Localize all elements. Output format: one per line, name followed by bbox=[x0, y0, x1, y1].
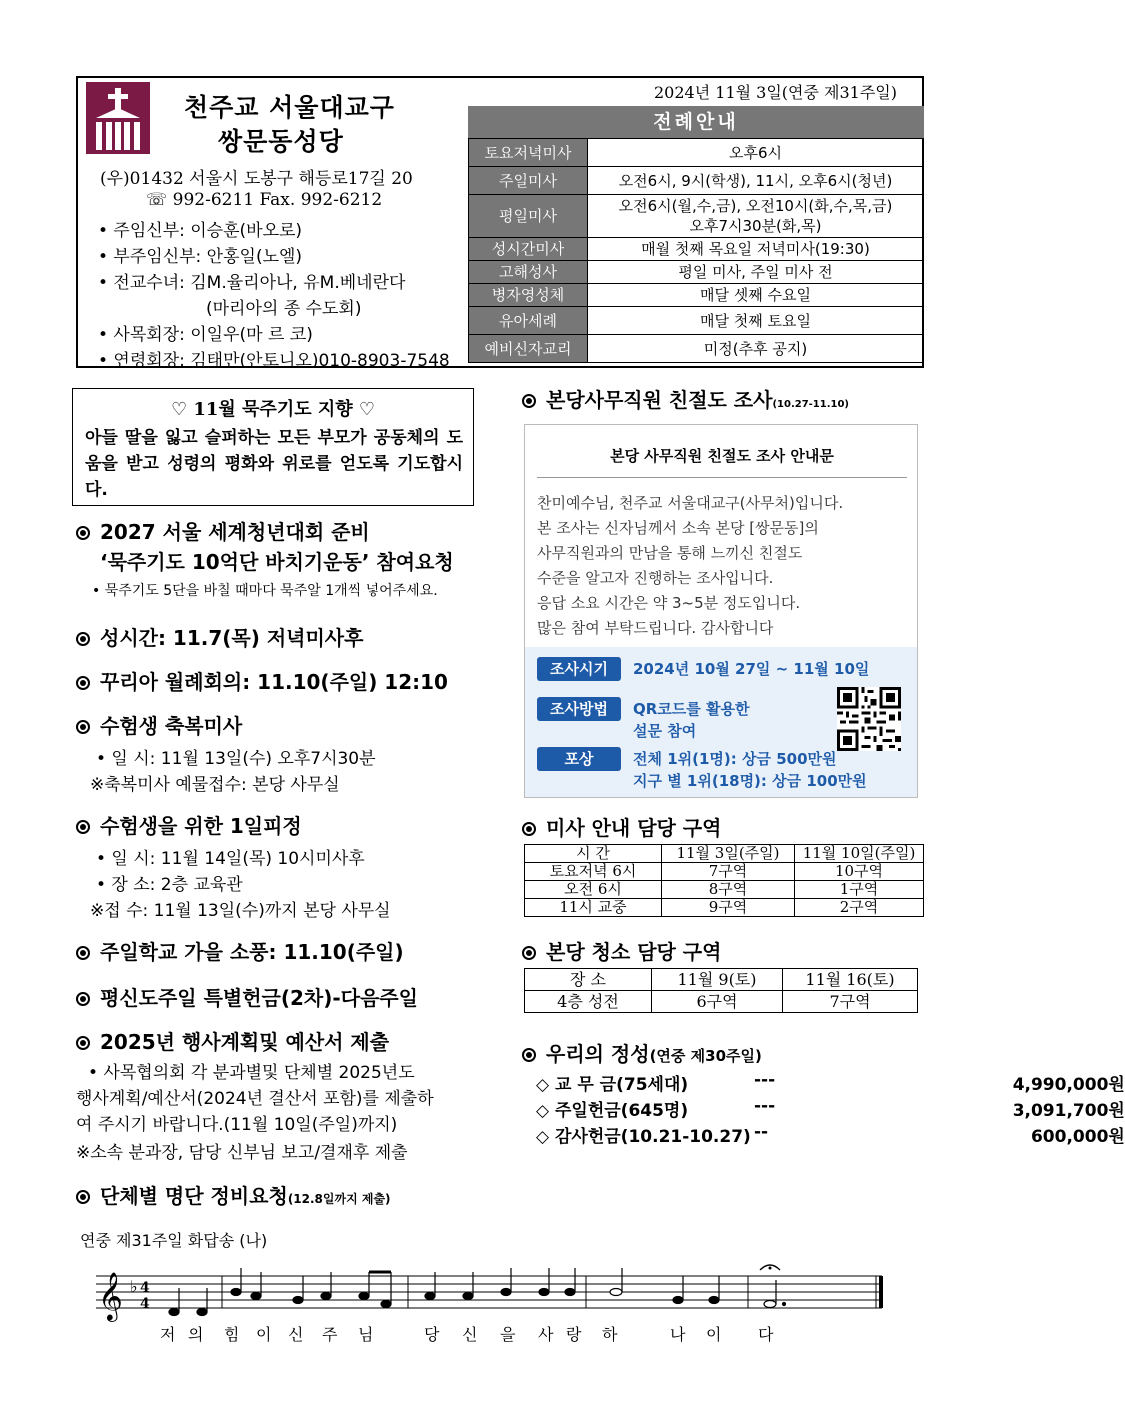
bullet-icon bbox=[76, 676, 90, 690]
list-item: ◇ 주일헌금(645명) --- 3,091,700원 bbox=[536, 1096, 1125, 1121]
staff-sisters: • 전교수녀: 김M.율리아나, 유M.베네란다 bbox=[98, 273, 406, 293]
prayer-intention-text: 아들 딸을 잃고 슬퍼하는 모든 부모가 공동체의 도움을 받고 성령의 평화와 위로를 얻도록 기도합시다. bbox=[85, 428, 463, 500]
table-row: 평일미사 오전6시(월,수,금), 오전10시(화,수,목,금) 오후7시30분(화,목) bbox=[469, 195, 924, 238]
section-offering: 우리의 정성(연중 제30주일) bbox=[522, 1038, 762, 1067]
section-cleaning: 본당 청소 담당 구역 bbox=[522, 936, 721, 965]
bullet-icon bbox=[76, 820, 90, 834]
bullet-icon bbox=[76, 526, 90, 540]
lyric-syllable: 사 bbox=[538, 1325, 554, 1344]
plan-budget-line2: 행사계획/예산서(2024년 결산서 포함)를 제출하 bbox=[76, 1089, 434, 1109]
prayer-intention-box bbox=[72, 388, 474, 506]
survey-card-body: 찬미예수님, 천주교 서울대교구(사무처)입니다. 본 조사는 신자님께서 소속 본당 [쌍문동]의 사무직원과의 만남을 통해 느끼신 친절도 수준을 알고자 진행하는 조사입니다. 응답 소요 시간은 약 3~5분 정도입니다. 많은 참여 부탁드립니다. 감사합니다 bbox=[537, 494, 844, 637]
section-holy-hour: 성시간: 11.7(목) 저녁미사후 bbox=[76, 622, 363, 651]
table-row: 예비신자교리 미정(추후 공지) bbox=[469, 335, 924, 363]
lyric-syllable: 의 bbox=[188, 1325, 204, 1344]
svg-text:4: 4 bbox=[140, 1280, 150, 1296]
table-row: 11시 교중 9구역 2구역 bbox=[525, 899, 924, 917]
section-plan-budget: 2025년 행사계획및 예산서 제출 bbox=[76, 1026, 389, 1055]
table-row: 토요저녁 6시 7구역 10구역 bbox=[525, 863, 924, 881]
staff-council-president: • 사목회장: 이일우(마 르 코) bbox=[98, 325, 313, 345]
bullet-icon bbox=[522, 822, 536, 836]
table-row: 장 소 11월 9(토) 11월 16(토) bbox=[525, 969, 918, 991]
survey-method-text2: 설문 참여 bbox=[633, 722, 697, 740]
section-roster: 단체별 명단 정비요청(12.8일까지 제출) bbox=[76, 1180, 391, 1209]
table-row: 4층 성전 6구역 7구역 bbox=[525, 991, 918, 1013]
table-row: 고해성사 평일 미사, 주일 미사 전 bbox=[469, 261, 924, 284]
bullet-icon bbox=[522, 1048, 536, 1062]
survey-reward-text1: 전체 1위(1명): 상금 500만원 bbox=[633, 750, 837, 768]
lyric-syllable: 하 bbox=[602, 1325, 618, 1344]
bullet-icon bbox=[76, 1036, 90, 1050]
address: (우)01432 서울시 도봉구 해등로17길 20 bbox=[100, 169, 413, 189]
liturgy-title: 전례안내 bbox=[468, 106, 924, 138]
church-name-line1: 천주교 서울대교구 bbox=[184, 93, 395, 122]
svg-text:4: 4 bbox=[140, 1296, 150, 1312]
bullet-icon bbox=[76, 992, 90, 1006]
section-retreat: 수험생을 위한 1일피정 bbox=[76, 810, 302, 839]
bullet-icon bbox=[76, 1190, 90, 1204]
offering-list bbox=[536, 1070, 1125, 1148]
qr-code-icon[interactable] bbox=[837, 687, 901, 751]
lyric-syllable: 이 bbox=[256, 1325, 272, 1344]
survey-period-text: 2024년 10월 27일 ~ 11월 10일 bbox=[633, 660, 870, 678]
lyric-syllable: 랑 bbox=[566, 1325, 582, 1344]
lyric-syllable: 저 bbox=[160, 1325, 176, 1344]
table-row: 성시간미사 매월 첫째 목요일 저녁미사(19:30) bbox=[469, 238, 924, 261]
prayer-intention-title: ♡ 11월 묵주기도 지향 ♡ bbox=[170, 399, 376, 420]
list-item: ◇ 교 무 금(75세대) --- 4,990,000원 bbox=[536, 1070, 1125, 1095]
section-wyd-note: • 묵주기도 5단을 바칠 때마다 묵주알 1개씩 넣어주세요. bbox=[92, 583, 438, 599]
section-wyd-subtitle: ‘묵주기도 10억단 바치기운동’ 참여요청 bbox=[100, 550, 454, 574]
lyric-syllable: 나 bbox=[670, 1325, 686, 1344]
section-picnic: 주일학교 가을 소풍: 11.10(주일) bbox=[76, 936, 404, 965]
survey-method-text1: QR코드를 활용한 bbox=[633, 700, 750, 718]
church-logo-icon bbox=[86, 82, 150, 154]
mass-guide-table bbox=[524, 844, 924, 917]
psalm-lyrics bbox=[160, 1322, 860, 1344]
staff-pastor: • 주임신부: 이승훈(바오로) bbox=[98, 221, 303, 241]
table-row: 병자영성체 매달 셋째 수요일 bbox=[469, 284, 924, 307]
bullet-icon bbox=[522, 394, 536, 408]
header-box bbox=[76, 76, 924, 371]
section-curia: 꾸리아 월례회의: 11.10(주일) 12:10 bbox=[76, 666, 448, 695]
retreat-registration: ※접 수: 11월 13일(수)까지 본당 사무실 bbox=[90, 901, 391, 921]
bullet-icon bbox=[76, 632, 90, 646]
cleaning-table bbox=[524, 968, 918, 1013]
lyric-syllable: 이 bbox=[706, 1325, 722, 1344]
section-wyd-title: 2027 서울 세계청년대회 준비 bbox=[76, 516, 370, 545]
table-row: 유아세례 매달 첫째 토요일 bbox=[469, 307, 924, 335]
bullet-icon bbox=[76, 946, 90, 960]
table-row: 시 간 11월 3일(주일) 11월 10일(주일) bbox=[525, 845, 924, 863]
survey-reward-text2: 지구 별 1위(18명): 상금 100만원 bbox=[633, 772, 867, 790]
section-survey-title: 본당사무직원 친절도 조사(10.27-11.10) bbox=[522, 384, 849, 413]
table-row: 토요저녁미사 오후6시 bbox=[469, 139, 924, 167]
table-row: 주일미사 오전6시, 9시(학생), 11시, 오후6시(청년) bbox=[469, 167, 924, 195]
retreat-place: • 장 소: 2층 교육관 bbox=[96, 875, 243, 895]
staff-associate-pastor: • 부주임신부: 안홍일(노엘) bbox=[98, 247, 303, 267]
psalm-caption: 연중 제31주일 화답송 (나) bbox=[80, 1231, 268, 1250]
lyric-syllable: 신 bbox=[288, 1325, 304, 1344]
liturgy-table bbox=[468, 138, 924, 363]
survey-period-label: 조사시기 bbox=[537, 657, 621, 681]
lyric-syllable: 당 bbox=[424, 1325, 440, 1344]
svg-text:♭: ♭ bbox=[130, 1277, 138, 1296]
lyric-syllable: 다 bbox=[758, 1325, 774, 1344]
divider bbox=[537, 477, 907, 478]
lyric-syllable: 힘 bbox=[224, 1325, 240, 1344]
staff-funeral-president: • 연령회장: 김태만(안토니오)010-8903-7548 bbox=[98, 351, 450, 371]
survey-card-title: 본당 사무직원 친절도 조사 안내문 bbox=[610, 447, 834, 465]
lyric-syllable: 신 bbox=[462, 1325, 478, 1344]
plan-budget-note: ※소속 분과장, 담당 신부님 보고/결재후 제출 bbox=[76, 1143, 408, 1163]
section-mass-guide: 미사 안내 담당 구역 bbox=[522, 812, 721, 841]
plan-budget-line3: 여 주시기 바랍니다.(11월 10일(주일)까지) bbox=[76, 1115, 398, 1135]
list-item: ◇ 감사헌금(10.21-10.27) -- 600,000원 bbox=[536, 1122, 1125, 1147]
bullet-icon bbox=[522, 946, 536, 960]
bulletin-date: 2024년 11월 3일(연중 제31주일) bbox=[654, 83, 898, 102]
survey-reward-label: 포상 bbox=[537, 747, 621, 771]
plan-budget-line1: • 사목협의회 각 분과별및 단체별 2025년도 bbox=[88, 1063, 415, 1083]
lyric-syllable: 을 bbox=[500, 1325, 516, 1344]
survey-card bbox=[524, 424, 918, 798]
section-laity-offering: 평신도주일 특별헌금(2차)-다음주일 bbox=[76, 982, 418, 1011]
staff-sisters-order: (마리아의 종 수도회) bbox=[206, 299, 362, 319]
survey-method-label: 조사방법 bbox=[537, 697, 621, 721]
church-name-line2: 쌍문동성당 bbox=[218, 127, 344, 156]
exam-mass-time: • 일 시: 11월 13일(수) 오후7시30분 bbox=[96, 749, 376, 769]
phone: ☏ 992-6211 Fax. 992-6212 bbox=[146, 190, 383, 210]
lyric-syllable: 님 bbox=[358, 1325, 374, 1344]
bullet-icon bbox=[76, 720, 90, 734]
exam-mass-note: ※축복미사 예물접수: 본당 사무실 bbox=[90, 775, 340, 795]
retreat-time: • 일 시: 11월 14일(목) 10시미사후 bbox=[96, 849, 365, 869]
svg-text:𝄞: 𝄞 bbox=[98, 1271, 123, 1320]
table-row: 오전 6시 8구역 1구역 bbox=[525, 881, 924, 899]
section-exam-mass: 수험생 축복미사 bbox=[76, 710, 242, 739]
lyric-syllable: 주 bbox=[322, 1325, 338, 1344]
